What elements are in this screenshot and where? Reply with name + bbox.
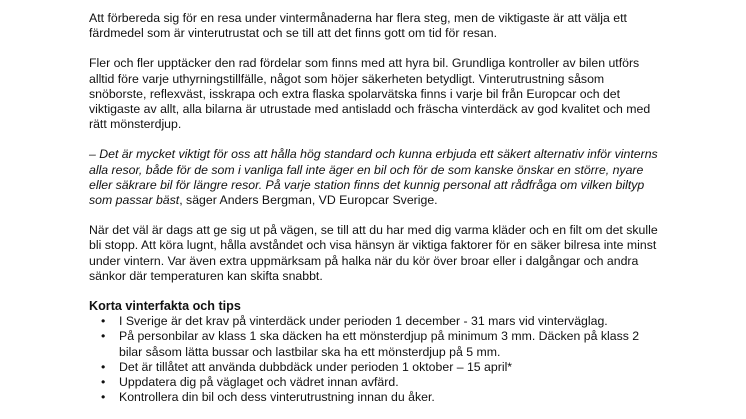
list-item	[89, 375, 659, 390]
list-item-text: I Sverige är det krav på vinterdäck under perioden 1 december - 31 mars vid vinterväglag.	[119, 314, 608, 329]
tips-list	[89, 314, 659, 405]
advice-paragraph: När det väl är dags att ge sig ut på vägen, se till att du har med dig varma kläder och en filt om det skulle bli stopp. Att köra lugnt, hålla avståndet och visa hänsyn är viktiga faktorer för en säker bilresa inte minst under vintern. Var även extra uppmärksam på halka när du kör över broar eller i dalgångar och andra sänkor där temperaturen kan skifta snabbt.	[89, 223, 658, 283]
quote-text: – Det är mycket viktigt för oss att hålla hög standard och kunna erbjuda ett säkert alternativ inför vinterns alla resor, både för de som i vanliga fall inte äger en bil och för de som kanske önskar en större, nyare eller säkrare bil för längre resor. På varje station finns det kunnig personal att rådfråga om vilken biltyp som passar bäst	[89, 147, 658, 208]
quote-paragraph	[89, 147, 659, 208]
list-item	[89, 390, 659, 405]
bullet-icon: •	[101, 375, 106, 390]
list-item-text: På personbilar av klass 1 ska däcken ha ett mönsterdjup på minimum 3 mm. Däcken på klass 2 bilar såsom lätta bussar och lastbilar ska ha ett mönsterdjup på 5 mm.	[119, 329, 640, 359]
quote-attribution: , säger Anders Bergman, VD Europcar Sverige.	[179, 193, 438, 208]
list-item-text: Kontrollera din bil och dess vinterutrustning innan du åker.	[119, 390, 435, 405]
list-item	[89, 329, 659, 359]
bullet-icon: •	[101, 359, 106, 374]
bullet-icon: •	[101, 314, 106, 329]
list-item	[89, 314, 659, 329]
bullet-icon: •	[101, 390, 106, 405]
list-item-text: Det är tillåtet att använda dubbdäck under perioden 1 oktober – 15 april*	[119, 359, 513, 374]
intro-paragraph: Att förbereda sig för en resa under vintermånaderna har flera steg, men de viktigaste är att välja ett färdmedel som är vinterutrustat och se till att det finns gott om tid för resan.	[89, 11, 627, 41]
bullet-icon: •	[101, 329, 106, 344]
list-item	[89, 360, 659, 375]
list-item-text: Uppdatera dig på väglaget och vädret innan avfärd.	[119, 375, 399, 390]
document-body	[89, 11, 659, 405]
tips-heading: Korta vinterfakta och tips	[89, 299, 241, 314]
rental-paragraph: Fler och fler upptäcker den rad fördelar som finns med att hyra bil. Grundliga kontroller av bilen utförs alltid före varje uthyrningstillfälle, något som höjer säkerheten betydligt. Vinterutrustning såsom snöborste, reflexväst, isskrapa och extra flaska spolarvätska finns i varje bil från Europcar och det viktigaste av allt, alla bilarna är utrustade med antisladd och fräscha vinterdäck av god kvalitet och med rätt mönsterdjup.	[89, 56, 651, 132]
